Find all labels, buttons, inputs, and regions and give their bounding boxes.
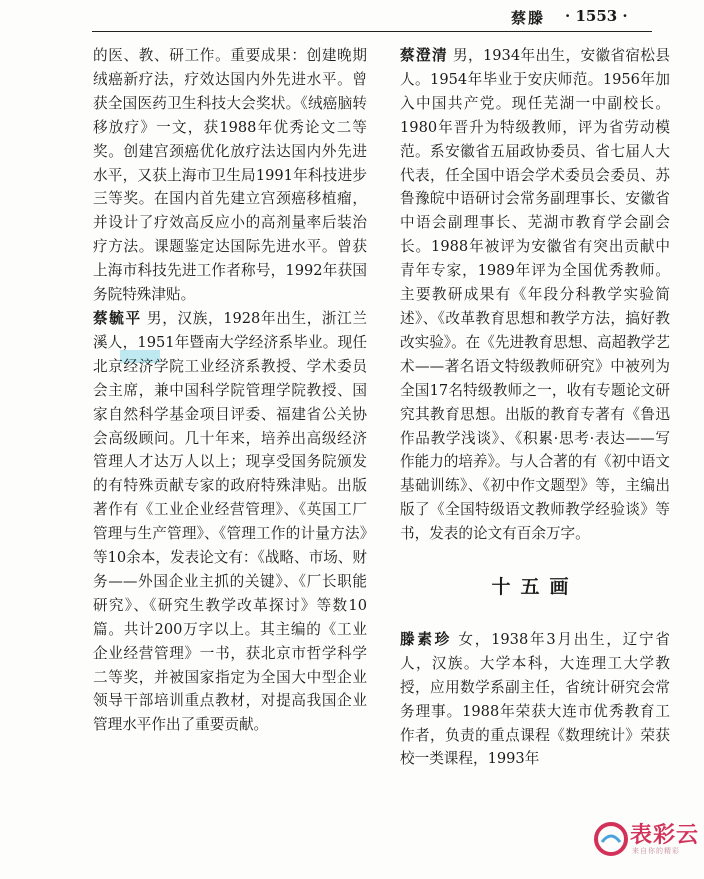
entry-body: 女，1938年3月出生，辽宁省人，汉族。大学本科，大连理工大学教授，应用数学系副主任，省统计研究会常务理事。1988年荣获大连市优秀教育工作者，负责的重点课程《数理统计》荣获校一类课程，1993年 [400,630,670,768]
right-column [400,44,670,771]
watermark-logo [592,818,702,864]
entry-name: 蔡澄清 [400,47,448,64]
cloud-logo-icon [592,820,630,858]
left-column [93,44,367,737]
page-number: · 1553 · [565,7,628,25]
entry-body: 男，1934年出生，安徽省宿松县人。1954年毕业于安庆师范。1956年加入中国共产党。现任芜湖一中副校长。1980年晋升为特级教师，评为省劳动模范。系安徽省五届政协委员、省七届人大代表，任全国中语会学术委员会委员、苏鲁豫皖中语研讨会常务副理事长、安徽省中语会副理事长、芜湖市教育学会副会长。1988年被评为安徽省有突出贡献中青年专家，1989年评为全国优秀教师。主要教研成果有《年段分科教学实验简述》、《改革教育思想和教学方法，搞好教改实验》。在《先进教育思想、高超教学艺术——著名语文特级教师研究》中被列为全国17名特级教师之一，收有专题论文研究其教育思想。出版的教育专著有《鲁迅作品教学浅谈》、《积累·思考·表达——写作能力的培养》。与人合著的有《初中语文基础训练》、《初中作文题型》等，主编出版了《全国特级语文教师教学经验谈》等书，发表的论文有百余万字。 [400,47,670,543]
entry-continuation: 的医、教、研工作。重要成果：创建晚期绒癌新疗法，疗效达国内外先进水平。曾获全国医药卫生科技大会奖状。《绒癌脑转移放疗》一文，获1988年优秀论文二等奖。创建宫颈癌优化放疗法达国内外先进水平，又获上海市卫生局1991年科技进步三等奖。在国内首先建立宫颈癌移植瘤，并设计了疗效高反应小的高剂量率后装治疗方法。课题鉴定达国际先进水平。曾获上海市科技先进工作者称号，1992年获国务院特殊津贴。 [93,47,367,304]
page-header [0,0,704,34]
entry-cai-chengqing [400,44,670,546]
header-rule [92,31,652,32]
entry-body: 男，汉族，1928年出生，浙江兰溪人，1951年暨南大学经济系毕业。现任北京经济学院工业经济系教授、学术委员会主席，兼中国科学院管理学院教授、国家自然科学基金项目评委、福建省公关协会高级顾问。几十年来，培养出高级经济管理人才达万人以上；现享受国务院颁发的有特殊贡献专家的政府特殊津贴。出版著作有《工业企业经营管理》、《英国工厂管理与生产管理》、《管理工作的计量方法》等10余本，发表论文有：《战略、市场、财务——外国企业主抓的关键》、《厂长职能研究》、《研究生教学改革探讨》等数10篇。共计200万字以上。其主编的《工业企业经营管理》一书，获北京市哲学科学二等奖，并被国家指定为全国大中型企业领导干部培训重点教材，对提高我国企业管理水平作出了重要贡献。 [93,309,367,734]
section-heading: 十五画 [491,576,579,599]
entry-cai-yuping [93,307,367,737]
entry-name: 滕素珍 [400,630,453,648]
entry-teng-suzhen [400,628,670,771]
watermark-subtext: 来自你的精彩 [632,847,680,855]
watermark-text: 表彩云 [630,823,700,848]
running-head-name: 蔡滕 [511,9,546,27]
entry-name: 蔡毓平 [93,309,142,327]
